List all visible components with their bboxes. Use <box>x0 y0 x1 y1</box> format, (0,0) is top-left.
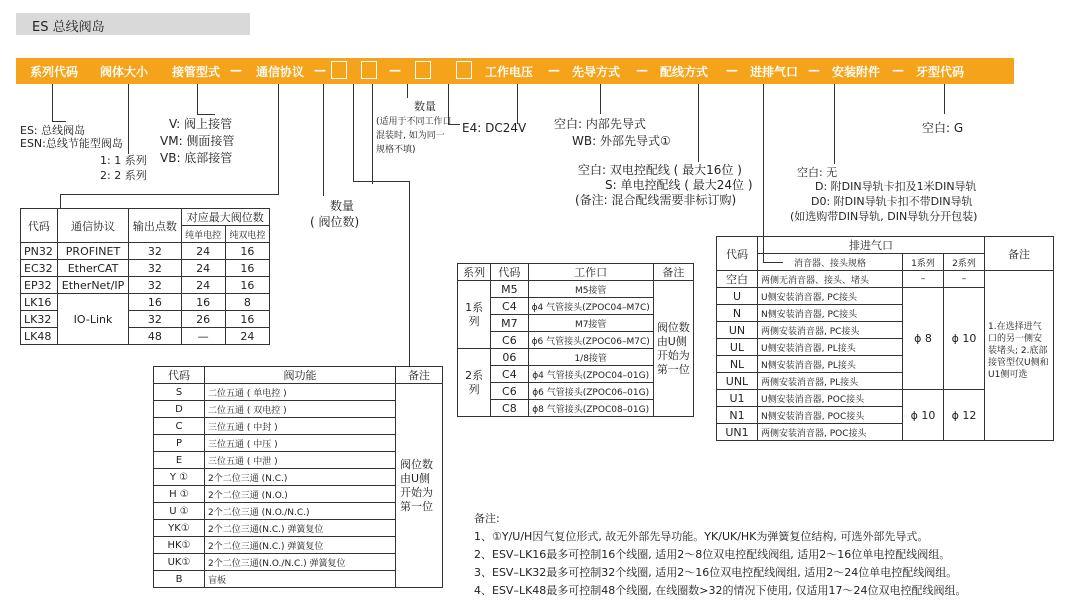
cell-code: Y ① <box>154 469 205 486</box>
cell-double: 24 <box>225 328 269 345</box>
cell-code: S <box>154 384 205 401</box>
bar-dash: — <box>314 63 326 77</box>
cell-code: 06 <box>491 349 528 366</box>
th-code: 代码 <box>154 367 205 384</box>
bar-pilot: 先导方式 <box>572 65 621 79</box>
bar-dash: — <box>636 63 648 77</box>
cell-port: ϕ6 气管接头(ZPOC06–01G) <box>528 383 653 400</box>
pipe-vb: VB: 底部接管 <box>160 151 233 165</box>
cell-code: N1 <box>717 407 758 424</box>
table-row <box>154 384 443 401</box>
bar-wiring: 配线方式 <box>660 65 709 79</box>
bar-dash: — <box>892 63 904 77</box>
connector-line <box>834 84 835 164</box>
qty-note-line: (适用于不同工作口 <box>376 117 452 127</box>
th-double: 纯双电控 <box>225 226 269 243</box>
cell-code: YK① <box>154 520 205 537</box>
cell-single: — <box>181 328 225 345</box>
table-row <box>21 243 270 260</box>
cell-code: UK① <box>154 554 205 571</box>
cell-protocol: IO-Link <box>57 294 128 345</box>
connector-line <box>278 84 279 194</box>
th-series-1: 1系列 <box>903 254 944 271</box>
cell-code: UL <box>717 339 758 356</box>
pilot-external: WB: 外部先导式① <box>572 134 671 148</box>
th-spec: 消音器、接头规格 <box>758 254 903 271</box>
cell-code: P <box>154 435 205 452</box>
th-single: 纯单电控 <box>181 226 225 243</box>
th-code: 代码 <box>717 237 758 271</box>
cell-spec: N侧安装消音器, POC接头 <box>758 407 903 424</box>
cell-protocol: EtherCAT <box>57 260 128 277</box>
table-row <box>21 294 270 311</box>
table-row <box>21 277 270 294</box>
cell-code: UN1 <box>717 424 758 441</box>
connector-line <box>60 194 61 208</box>
cell-spec: 两侧安装消音器, PC接头 <box>758 322 903 339</box>
qty-note-line: 混装时, 如为同一 <box>376 131 445 141</box>
cell-note: 阀位数由U侧开始为第一位 <box>396 384 443 588</box>
pilot-internal: 空白: 内部先导式 <box>554 117 646 131</box>
connector-line <box>197 84 198 114</box>
table-row <box>21 260 270 277</box>
cell-single: 24 <box>181 243 225 260</box>
connector-line <box>353 84 354 181</box>
connector-line <box>60 194 279 195</box>
cell-series-2: ϕ 10 <box>944 288 985 390</box>
th-protocol: 通信协议 <box>57 209 128 243</box>
bar-accessory: 安装附件 <box>832 65 881 79</box>
page-title: ES 总线阀岛 <box>32 20 105 35</box>
connector-line <box>323 84 324 196</box>
bar-dash: — <box>548 63 560 77</box>
cell-code: EC32 <box>21 260 58 277</box>
cell-function: 三位五通 ( 中压 ) <box>205 435 396 452</box>
cell-code: M7 <box>491 315 528 332</box>
notes-heading: 备注: <box>474 512 500 525</box>
cell-port: M5接管 <box>528 281 653 298</box>
accessory-none: 空白: 无 <box>797 166 838 179</box>
code-slot <box>331 61 347 79</box>
title-box <box>16 13 250 35</box>
cell-spec: U侧安装消音器, PC接头 <box>758 288 903 305</box>
cell-function: 2个二位三通 (N.O./N.C.) <box>205 503 396 520</box>
cell-code: 空白 <box>717 271 758 288</box>
cell-code: M5 <box>491 281 528 298</box>
cell-function: 2个二位三通(N.C.) 弹簧复位 <box>205 520 396 537</box>
cell-points: 32 <box>129 243 181 260</box>
cell-code: H ① <box>154 486 205 503</box>
cell-function: 2个二位三通(N.C.) 弹簧复位 <box>205 537 396 554</box>
cell-series-1: ϕ 10 <box>903 390 944 441</box>
connector-line <box>698 84 699 162</box>
series-esn: ESN:总线节能型阀岛 <box>20 137 123 150</box>
cell-code: UN <box>717 322 758 339</box>
wiring-single: S: 单电控配线 ( 最大24位 ) <box>605 178 753 192</box>
cell-code: NL <box>717 356 758 373</box>
cell-code: UNL <box>717 373 758 390</box>
cell-code: B <box>154 571 205 588</box>
cell-single: 26 <box>181 311 225 328</box>
cell-double: 8 <box>225 294 269 311</box>
cell-function: 2个二位三通 (N.C.) <box>205 469 396 486</box>
qty-title: 数量 <box>330 199 355 213</box>
cell-port: ϕ8 气管接头(ZPOC08–01G) <box>528 400 653 417</box>
connector-line <box>52 121 66 122</box>
cell-code: C4 <box>491 366 528 383</box>
bar-dash: — <box>389 63 401 77</box>
accessory-note: (如选购带DIN导轨, DIN导轨分开包装) <box>790 210 978 223</box>
bar-dash: — <box>808 63 820 77</box>
cell-code: E <box>154 452 205 469</box>
cell-code: LK16 <box>21 294 58 311</box>
thread-option: 空白: G <box>922 121 964 135</box>
qty-subtitle: ( 阀位数) <box>310 215 360 229</box>
connector-line <box>52 84 53 122</box>
cell-spec: U侧安装消音器, POC接头 <box>758 390 903 407</box>
cell-code: HK① <box>154 537 205 554</box>
code-bar <box>16 58 1014 84</box>
bar-dash: — <box>230 63 242 77</box>
cell-code: C <box>154 418 205 435</box>
size-1: 1: 1 系列 <box>100 154 147 167</box>
series-es: ES: 总线阀岛 <box>20 124 86 137</box>
th-code: 代码 <box>491 264 528 281</box>
qty-note-title: 数量 <box>414 100 436 113</box>
cell-protocol: EtherNet/IP <box>57 277 128 294</box>
cell-code: N <box>717 305 758 322</box>
exhaust-table <box>716 236 1054 441</box>
bar-body-size: 阀体大小 <box>100 65 149 79</box>
cell-code: U <box>717 288 758 305</box>
cell-series-1: ϕ 8 <box>903 288 944 390</box>
cell-spec: N侧安装消音器, PL接头 <box>758 356 903 373</box>
bar-dash: — <box>726 63 738 77</box>
note-item: 2、ESV–LK16最多可控制16个线圈, 适用2～8位双电控配线阀组, 适用2～16位单电控配线阀组。 <box>474 548 951 561</box>
cell-spec: N侧安装消音器, PC接头 <box>758 305 903 322</box>
cell-port: ϕ4 气管接头(ZPOC04–01G) <box>528 366 653 383</box>
th-function: 阀功能 <box>205 367 396 384</box>
cell-code: LK32 <box>21 311 58 328</box>
cell-points: 32 <box>129 277 181 294</box>
cell-spec: 两侧安装消音器, PL接头 <box>758 373 903 390</box>
th-series: 系列 <box>458 264 491 281</box>
cell-points: 48 <box>129 328 181 345</box>
connector-line <box>517 84 518 124</box>
cell-port: 1/8接管 <box>528 349 653 366</box>
cell-single: 24 <box>181 277 225 294</box>
qty-note-line: 规格不填) <box>376 145 416 155</box>
cell-code: U1 <box>717 390 758 407</box>
cell-points: 32 <box>129 260 181 277</box>
cell-protocol: PROFINET <box>57 243 128 260</box>
cell-double: 16 <box>225 277 269 294</box>
connector-line <box>353 181 409 182</box>
cell-function: 三位五通 ( 中封 ) <box>205 418 396 435</box>
code-slot <box>456 61 472 79</box>
bar-voltage: 工作电压 <box>485 65 534 79</box>
protocol-table <box>20 208 270 345</box>
cell-series: 2系列 <box>458 349 491 417</box>
cell-double: 16 <box>225 311 269 328</box>
cell-function: 2个二位三通(N.O./N.C.) 弹簧复位 <box>205 554 396 571</box>
cell-port: ϕ6 气管接头(ZPOC06–M7C) <box>528 332 653 349</box>
table-row <box>717 271 1054 288</box>
cell-series: 1系列 <box>458 281 491 349</box>
valve-function-table <box>153 366 443 588</box>
cell-code: PN32 <box>21 243 58 260</box>
pipe-v: V: 阀上接管 <box>169 117 233 131</box>
cell-code: EP32 <box>21 277 58 294</box>
note-item: 3、ESV–LK32最多可控制32个线圈, 适用2～16位双电控配线阀组, 适用2～24位单电控配线阀组。 <box>474 566 958 579</box>
cell-code: D <box>154 401 205 418</box>
pipe-vm: VM: 侧面接管 <box>160 134 235 148</box>
bar-exhaust: 进排气口 <box>750 65 799 79</box>
note-item: 4、ESV–LK48最多可控制48个线圈, 在线圈数>32的情况下使用, 仅适用17～24位双电控配线阀组。 <box>474 584 967 597</box>
th-note: 备注 <box>985 237 1054 271</box>
cell-code: C8 <box>491 400 528 417</box>
voltage-option: E4: DC24V <box>462 121 527 135</box>
th-max: 对应最大阀位数 <box>181 209 269 226</box>
cell-points: 32 <box>129 311 181 328</box>
cell-series-1: – <box>903 271 944 288</box>
cell-points: 16 <box>129 294 181 311</box>
th-series-2: 2系列 <box>944 254 985 271</box>
cell-code: C6 <box>491 383 528 400</box>
th-exhaust: 排进气口 <box>758 237 985 254</box>
cell-single: 24 <box>181 260 225 277</box>
cell-note: 1.在选择进气口的另一侧安装堵头; 2.底部接管型仅U侧和U1侧可选 <box>985 271 1054 441</box>
cell-double: 16 <box>225 243 269 260</box>
size-2: 2: 2 系列 <box>100 169 147 182</box>
cell-single: 16 <box>181 294 225 311</box>
th-note: 备注 <box>653 264 693 281</box>
note-item: 1、①Y/U/H因气复位形式, 故无外部先导功能。YK/UK/HK为弹簧复位结构, 可选外部先导式。 <box>474 530 929 543</box>
cell-spec: 两侧安装消音器, POC接头 <box>758 424 903 441</box>
accessory-d: D: 附DIN导轨卡扣及1米DIN导轨 <box>815 180 977 193</box>
connector-line <box>600 84 601 114</box>
connector-line <box>409 181 410 366</box>
th-note: 备注 <box>396 367 443 384</box>
wiring-note: (备注: 混合配线需要非标订购) <box>575 193 737 207</box>
cell-function: 三位五通 ( 中泄 ) <box>205 452 396 469</box>
cell-function: 盲板 <box>205 571 396 588</box>
cell-code: C4 <box>491 298 528 315</box>
cell-function: 二位五通 ( 单电控 ) <box>205 384 396 401</box>
cell-port: M7接管 <box>528 315 653 332</box>
table-row <box>458 281 694 298</box>
connector-line <box>197 114 215 115</box>
connector-line <box>944 84 945 114</box>
bar-thread: 牙型代码 <box>916 65 965 79</box>
code-slot <box>361 61 377 79</box>
cell-port: ϕ4 气管接头(ZPOC04–M7C) <box>528 298 653 315</box>
cell-function: 二位五通 ( 双电控 ) <box>205 401 396 418</box>
cell-function: 2个二位三通 (N.O.) <box>205 486 396 503</box>
code-slot <box>415 61 431 79</box>
connector-line <box>372 84 373 184</box>
bar-protocol: 通信协议 <box>256 65 305 79</box>
cell-double: 16 <box>225 260 269 277</box>
bar-pipe-type: 接管型式 <box>172 65 221 79</box>
wiring-double: 空白: 双电控配线 ( 最大16位 ) <box>578 163 742 177</box>
cell-code: U ① <box>154 503 205 520</box>
cell-series-2: ϕ 12 <box>944 390 985 441</box>
cell-note: 阀位数由U侧开始为第一位 <box>653 281 693 417</box>
cell-spec: 两侧无消音器、接头、堵头 <box>758 271 903 288</box>
th-code: 代码 <box>21 209 58 243</box>
cell-code: LK48 <box>21 328 58 345</box>
th-points: 输出点数 <box>129 209 181 243</box>
accessory-d0: D0: 附DIN导轨卡扣不带DIN导轨 <box>811 195 973 208</box>
bar-series-code: 系列代码 <box>30 65 79 79</box>
connector-line <box>128 84 129 154</box>
cell-series-2: – <box>944 271 985 288</box>
work-port-table <box>457 263 694 417</box>
th-port: 工作口 <box>528 264 653 281</box>
cell-code: C6 <box>491 332 528 349</box>
cell-spec: U侧安装消音器, PL接头 <box>758 339 903 356</box>
connector-line <box>407 84 408 98</box>
